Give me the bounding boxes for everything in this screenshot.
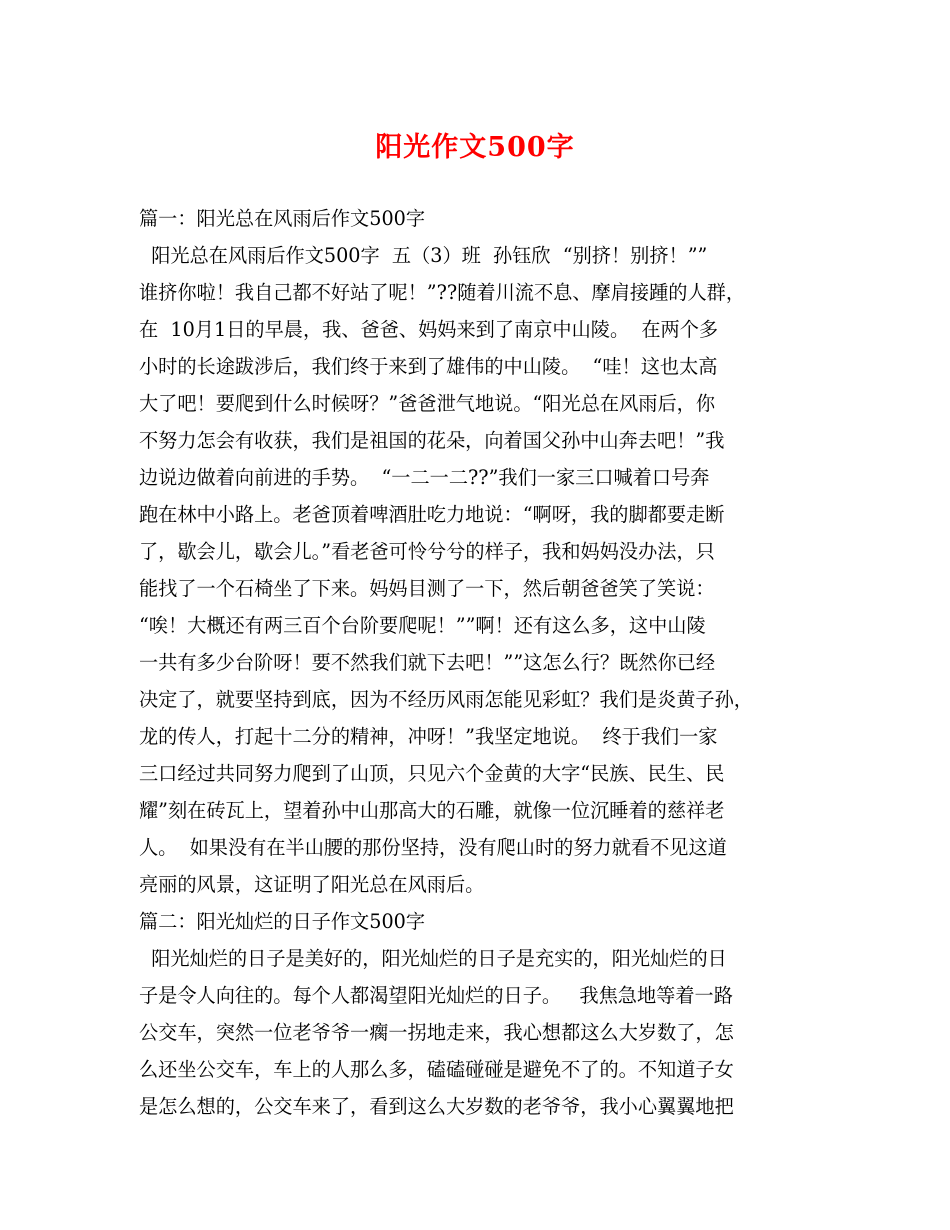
paragraph-line: 亮丽的风景，这证明了阳光总在风雨后。 xyxy=(139,873,485,896)
paragraph-line: 决定了，就要坚持到底，因为不经历风雨怎能见彩虹？我们是炎黄子孙， xyxy=(139,688,753,711)
paragraph-line: 阳光灿烂的日子是美好的，阳光灿烂的日子是充实的，阳光灿烂的日 xyxy=(139,947,727,970)
paragraph-line: 在 10月1日的早晨，我、爸爸、妈妈来到了南京中山陵。 在两个多 xyxy=(139,318,719,341)
paragraph-line: 一共有多少台阶呀！要不然我们就下去吧！””这怎么行？既然你已经 xyxy=(139,651,716,674)
paragraph-line: 小时的长途跋涉后，我们终于来到了雄伟的中山陵。 “哇！这也太高 xyxy=(139,355,718,378)
paragraph-line: 能找了一个石椅坐了下来。妈妈目测了一下，然后朝爸爸笑了笑说： xyxy=(139,577,715,600)
paragraph-line: 跑在林中小路上。老爸顶着啤酒肚吃力地说：“啊呀，我的脚都要走断 xyxy=(139,503,725,526)
paragraph-line: 人。 如果没有在半山腰的那份坚持，没有爬山时的努力就看不见这道 xyxy=(139,836,727,859)
paragraph-line: 边说边做着向前进的手势。 “一二一二??”我们一家三口喊着口号奔 xyxy=(139,466,710,489)
paragraph-line: 子是令人向往的。每个人都渴望阳光灿烂的日子。 我焦急地等着一路 xyxy=(139,984,733,1007)
section-heading-1: 篇一：阳光总在风雨后作文500字 xyxy=(139,207,426,230)
document-title: 阳光作文500字 xyxy=(375,132,575,163)
section-heading-2: 篇二：阳光灿烂的日子作文500字 xyxy=(139,910,426,933)
paragraph-line: 龙的传人，打起十二分的精神，冲呀！”我坚定地说。 终于我们一家 xyxy=(139,725,718,748)
paragraph-line: 是怎么想的，公交车来了，看到这么大岁数的老爷爷，我小心翼翼地把 xyxy=(139,1095,734,1118)
paragraph-line: 大了吧！要爬到什么时候呀？”爸爸泄气地说。“阳光总在风雨后，你 xyxy=(139,392,716,415)
paragraph-line: 耀”刻在砖瓦上，望着孙中山那高大的石雕，就像一位沉睡着的慈祥老 xyxy=(139,799,725,822)
paragraph-line: 阳光总在风雨后作文500字 五（3）班 孙钰欣 “别挤！别挤！”” xyxy=(139,244,708,267)
paragraph-line: 了，歇会儿，歇会儿。”看老爸可怜兮兮的样子，我和妈妈没办法，只 xyxy=(139,540,715,563)
paragraph-line: “唉！大概还有两三百个台阶要爬呢！””啊！还有这么多，这中山陵 xyxy=(139,614,706,637)
document-body xyxy=(139,200,817,1125)
paragraph-line: 么还坐公交车，车上的人那么多，磕磕碰碰是避免不了的。不知道子女 xyxy=(139,1058,734,1081)
paragraph-line: 公交车，突然一位老爷爷一瘸一拐地走来，我心想都这么大岁数了，怎 xyxy=(139,1021,734,1044)
paragraph-line: 谁挤你啦！我自己都不好站了呢！”??随着川流不息、摩肩接踵的人群， xyxy=(139,281,746,304)
paragraph-line: 三口经过共同努力爬到了山顶，只见六个金黄的大字“民族、民生、民 xyxy=(139,762,725,785)
paragraph-line: 不努力怎会有收获，我们是祖国的花朵，向着国父孙中山奔去吧！”我 xyxy=(139,429,725,452)
